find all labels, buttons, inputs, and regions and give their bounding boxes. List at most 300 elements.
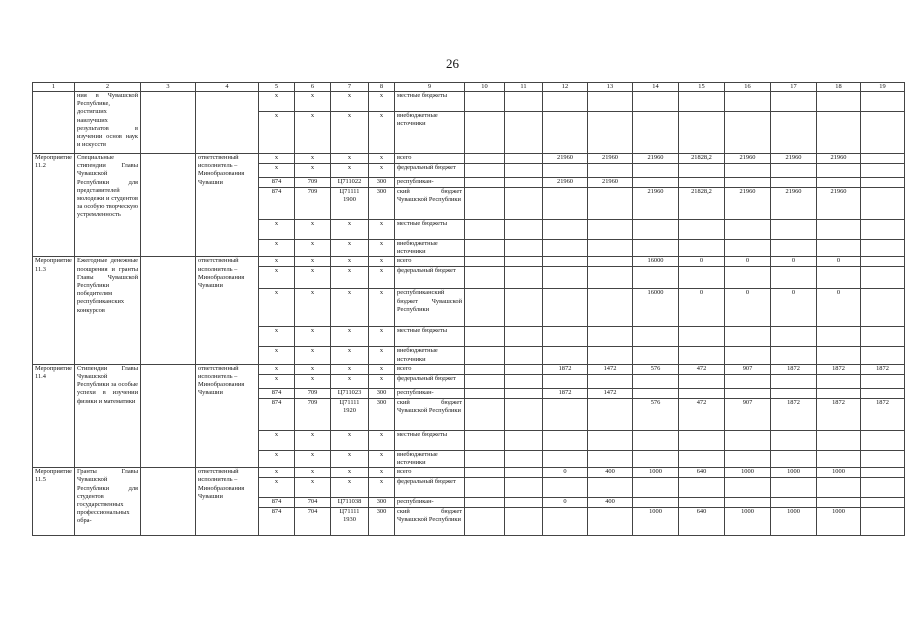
column-header: 9 — [395, 83, 465, 92]
event-number-cell: Мероприятие 11.5 — [33, 468, 75, 536]
code-cell: Ц711038 — [331, 498, 369, 508]
value-cell — [633, 220, 679, 240]
value-cell — [861, 257, 905, 267]
code-cell: x — [331, 92, 369, 112]
value-cell — [679, 374, 725, 388]
table-row — [33, 92, 905, 112]
event-number-cell: Мероприятие 11.4 — [33, 364, 75, 467]
value-cell — [725, 430, 771, 450]
value-cell — [725, 347, 771, 364]
value-cell — [588, 508, 633, 536]
code-cell: x — [369, 267, 395, 289]
code-cell: x — [259, 92, 295, 112]
code-cell: x — [259, 220, 295, 240]
code-cell: Ц71111 1920 — [331, 398, 369, 430]
event-name-cell: ния в Чувашской Республике, достигших наилучших результатов в изучении основ наук и искусств — [75, 92, 141, 154]
value-cell — [771, 240, 817, 257]
code-cell: x — [259, 374, 295, 388]
column-3-cell — [141, 468, 196, 536]
value-cell — [725, 498, 771, 508]
value-cell: 576 — [633, 398, 679, 430]
value-cell — [771, 267, 817, 289]
value-cell — [817, 327, 861, 347]
code-cell: x — [295, 112, 331, 154]
value-cell — [588, 347, 633, 364]
value-cell — [543, 267, 588, 289]
value-cell: 1000 — [633, 468, 679, 478]
code-cell: 874 — [259, 388, 295, 398]
code-cell: x — [331, 154, 369, 164]
code-cell: x — [259, 478, 295, 498]
value-cell — [588, 257, 633, 267]
value-cell: 0 — [725, 257, 771, 267]
value-cell — [465, 164, 505, 178]
column-header: 19 — [861, 83, 905, 92]
value-cell — [505, 220, 543, 240]
value-cell — [465, 289, 505, 327]
value-cell — [771, 450, 817, 467]
code-cell: 300 — [369, 388, 395, 398]
value-cell — [771, 478, 817, 498]
value-cell: 21960 — [633, 154, 679, 164]
value-cell — [633, 267, 679, 289]
value-cell — [505, 154, 543, 164]
value-cell — [861, 188, 905, 220]
code-cell: x — [295, 450, 331, 467]
code-cell: x — [295, 478, 331, 498]
value-cell: 0 — [725, 289, 771, 327]
value-cell — [543, 347, 588, 364]
value-cell — [633, 450, 679, 467]
funding-source-cell: федеральный бюджет — [395, 478, 465, 498]
header-row — [33, 83, 905, 92]
column-header: 1 — [33, 83, 75, 92]
value-cell — [505, 450, 543, 467]
value-cell — [725, 178, 771, 188]
code-cell: x — [369, 289, 395, 327]
value-cell — [861, 508, 905, 536]
value-cell: 21960 — [543, 178, 588, 188]
value-cell — [465, 240, 505, 257]
value-cell — [817, 112, 861, 154]
code-cell: x — [259, 450, 295, 467]
funding-source-cell: федеральный бюджет — [395, 164, 465, 178]
code-cell: x — [331, 468, 369, 478]
value-cell — [679, 92, 725, 112]
value-cell — [543, 508, 588, 536]
value-cell — [588, 374, 633, 388]
value-cell — [465, 92, 505, 112]
column-header: 5 — [259, 83, 295, 92]
value-cell: 576 — [633, 364, 679, 374]
value-cell: 1872 — [771, 364, 817, 374]
code-cell: x — [369, 154, 395, 164]
funding-source-cell: внебюджетные источники — [395, 112, 465, 154]
value-cell — [505, 267, 543, 289]
value-cell — [817, 478, 861, 498]
code-cell: x — [369, 430, 395, 450]
value-cell: 0 — [543, 468, 588, 478]
value-cell — [465, 430, 505, 450]
column-3-cell — [141, 92, 196, 154]
value-cell — [633, 430, 679, 450]
code-cell: x — [295, 240, 331, 257]
page-number: 26 — [446, 56, 459, 71]
code-cell: x — [369, 347, 395, 364]
column-header: 6 — [295, 83, 331, 92]
value-cell — [679, 478, 725, 498]
value-cell — [543, 478, 588, 498]
value-cell — [861, 267, 905, 289]
value-cell — [505, 498, 543, 508]
code-cell: x — [331, 450, 369, 467]
value-cell — [817, 178, 861, 188]
value-cell: 21828,2 — [679, 154, 725, 164]
funding-source-cell: федеральный бюджет — [395, 267, 465, 289]
value-cell: 21960 — [817, 188, 861, 220]
code-cell: x — [259, 347, 295, 364]
code-cell: x — [331, 374, 369, 388]
value-cell — [861, 289, 905, 327]
value-cell — [633, 164, 679, 178]
value-cell — [861, 220, 905, 240]
code-cell: x — [295, 257, 331, 267]
value-cell — [505, 398, 543, 430]
column-header: 3 — [141, 83, 196, 92]
value-cell: 1000 — [771, 508, 817, 536]
value-cell — [505, 327, 543, 347]
value-cell — [861, 498, 905, 508]
value-cell — [817, 347, 861, 364]
value-cell: 16000 — [633, 289, 679, 327]
column-3-cell — [141, 257, 196, 364]
value-cell — [771, 112, 817, 154]
value-cell — [861, 154, 905, 164]
value-cell: 1872 — [861, 364, 905, 374]
value-cell — [771, 388, 817, 398]
value-cell: 1872 — [543, 388, 588, 398]
code-cell: x — [259, 257, 295, 267]
value-cell: 1872 — [817, 398, 861, 430]
value-cell — [861, 478, 905, 498]
value-cell — [817, 430, 861, 450]
table-row — [33, 257, 905, 267]
value-cell — [465, 347, 505, 364]
value-cell: 0 — [679, 289, 725, 327]
code-cell: x — [259, 468, 295, 478]
value-cell — [505, 508, 543, 536]
code-cell: x — [369, 112, 395, 154]
code-cell: x — [331, 257, 369, 267]
value-cell: 21960 — [771, 188, 817, 220]
code-cell: Ц711023 — [331, 388, 369, 398]
code-cell: x — [331, 164, 369, 178]
value-cell — [588, 220, 633, 240]
value-cell — [861, 327, 905, 347]
code-cell: Ц711022 — [331, 178, 369, 188]
value-cell: 400 — [588, 498, 633, 508]
value-cell — [725, 327, 771, 347]
value-cell — [588, 430, 633, 450]
value-cell — [505, 164, 543, 178]
value-cell — [543, 112, 588, 154]
value-cell — [543, 92, 588, 112]
value-cell — [588, 478, 633, 498]
funding-source-cell: местные бюджеты — [395, 430, 465, 450]
value-cell — [543, 398, 588, 430]
value-cell — [633, 347, 679, 364]
value-cell: 1872 — [817, 364, 861, 374]
value-cell — [543, 188, 588, 220]
value-cell — [465, 267, 505, 289]
executor-cell: ответственный исполнитель – Минобразования Чувашии — [196, 468, 259, 536]
value-cell — [505, 178, 543, 188]
value-cell — [465, 257, 505, 267]
value-cell: 0 — [543, 498, 588, 508]
value-cell: 1872 — [543, 364, 588, 374]
value-cell: 21960 — [725, 154, 771, 164]
value-cell: 21960 — [543, 154, 588, 164]
event-name-cell: Ежегодные денежные поощрения и гранты Главы Чувашской Республики победителям республиканских конкурсов — [75, 257, 141, 364]
funding-source-cell: внебюджетные источники — [395, 347, 465, 364]
value-cell — [633, 178, 679, 188]
value-cell — [633, 327, 679, 347]
funding-source-cell: всего — [395, 364, 465, 374]
code-cell: x — [259, 327, 295, 347]
code-cell: x — [259, 267, 295, 289]
value-cell — [817, 92, 861, 112]
value-cell — [771, 92, 817, 112]
code-cell: x — [369, 257, 395, 267]
value-cell — [588, 240, 633, 257]
funding-source-cell: ский бюджет Чувашской Республики — [395, 398, 465, 430]
value-cell — [588, 327, 633, 347]
value-cell — [725, 164, 771, 178]
column-header: 18 — [817, 83, 861, 92]
code-cell: 709 — [295, 388, 331, 398]
value-cell — [679, 164, 725, 178]
value-cell — [505, 347, 543, 364]
value-cell — [679, 388, 725, 398]
value-cell — [465, 498, 505, 508]
code-cell: x — [259, 112, 295, 154]
value-cell — [505, 188, 543, 220]
value-cell — [725, 267, 771, 289]
code-cell: x — [295, 92, 331, 112]
code-cell: 874 — [259, 498, 295, 508]
code-cell: 874 — [259, 398, 295, 430]
value-cell — [588, 92, 633, 112]
value-cell: 21960 — [771, 154, 817, 164]
table-row — [33, 154, 905, 164]
code-cell: 709 — [295, 398, 331, 430]
column-header: 10 — [465, 83, 505, 92]
value-cell — [861, 92, 905, 112]
value-cell — [543, 220, 588, 240]
code-cell: x — [295, 327, 331, 347]
code-cell: x — [331, 267, 369, 289]
value-cell — [679, 430, 725, 450]
column-header: 7 — [331, 83, 369, 92]
code-cell: x — [259, 240, 295, 257]
value-cell — [543, 374, 588, 388]
value-cell — [588, 398, 633, 430]
code-cell: x — [259, 430, 295, 450]
value-cell — [543, 164, 588, 178]
value-cell: 907 — [725, 398, 771, 430]
value-cell: 640 — [679, 508, 725, 536]
value-cell — [679, 240, 725, 257]
code-cell: Ц71111 1900 — [331, 188, 369, 220]
value-cell — [543, 289, 588, 327]
column-header: 4 — [196, 83, 259, 92]
value-cell — [465, 468, 505, 478]
column-header: 2 — [75, 83, 141, 92]
code-cell: x — [331, 327, 369, 347]
code-cell: x — [331, 240, 369, 257]
value-cell — [505, 430, 543, 450]
value-cell — [543, 240, 588, 257]
code-cell: Ц71111 1930 — [331, 508, 369, 536]
code-cell: x — [295, 267, 331, 289]
value-cell — [465, 112, 505, 154]
value-cell — [725, 240, 771, 257]
event-name-cell: Стипендии Главы Чувашской Республики за особые успехи в изучении физики и математики — [75, 364, 141, 467]
column-3-cell — [141, 364, 196, 467]
code-cell: 300 — [369, 498, 395, 508]
value-cell — [679, 112, 725, 154]
value-cell — [771, 374, 817, 388]
value-cell: 16000 — [633, 257, 679, 267]
code-cell: x — [369, 364, 395, 374]
table-row — [33, 468, 905, 478]
code-cell: x — [331, 289, 369, 327]
value-cell — [465, 398, 505, 430]
code-cell: 709 — [295, 188, 331, 220]
code-cell: x — [369, 220, 395, 240]
value-cell — [861, 468, 905, 478]
value-cell — [465, 364, 505, 374]
code-cell: x — [369, 92, 395, 112]
value-cell: 0 — [817, 257, 861, 267]
value-cell — [725, 112, 771, 154]
code-cell: x — [331, 347, 369, 364]
value-cell — [465, 178, 505, 188]
value-cell — [465, 188, 505, 220]
code-cell: x — [259, 164, 295, 178]
event-number-cell: Мероприятие 11.2 — [33, 154, 75, 257]
funding-source-cell: республикан- — [395, 388, 465, 398]
code-cell: x — [295, 347, 331, 364]
value-cell — [633, 374, 679, 388]
value-cell — [861, 374, 905, 388]
value-cell: 1000 — [771, 468, 817, 478]
value-cell — [633, 92, 679, 112]
table-row — [33, 364, 905, 374]
value-cell: 1872 — [861, 398, 905, 430]
column-header: 12 — [543, 83, 588, 92]
value-cell — [861, 347, 905, 364]
code-cell: x — [259, 364, 295, 374]
value-cell: 400 — [588, 468, 633, 478]
funding-source-cell: республикан- — [395, 498, 465, 508]
column-header: 11 — [505, 83, 543, 92]
value-cell: 1000 — [817, 468, 861, 478]
value-cell — [465, 154, 505, 164]
value-cell: 1000 — [817, 508, 861, 536]
value-cell — [679, 450, 725, 467]
code-cell: x — [295, 364, 331, 374]
value-cell: 0 — [817, 289, 861, 327]
value-cell — [633, 478, 679, 498]
code-cell: x — [331, 112, 369, 154]
funding-source-cell: внебюджетные источники — [395, 450, 465, 467]
funding-source-cell: республиканский бюджет Чувашской Республики — [395, 289, 465, 327]
value-cell: 1472 — [588, 388, 633, 398]
value-cell — [543, 257, 588, 267]
code-cell: x — [259, 154, 295, 164]
value-cell — [543, 327, 588, 347]
code-cell: 704 — [295, 498, 331, 508]
funding-source-cell: всего — [395, 154, 465, 164]
code-cell: x — [295, 220, 331, 240]
code-cell: 300 — [369, 508, 395, 536]
value-cell — [633, 240, 679, 257]
funding-source-cell: местные бюджеты — [395, 327, 465, 347]
code-cell: x — [369, 468, 395, 478]
value-cell — [679, 498, 725, 508]
value-cell: 0 — [771, 289, 817, 327]
value-cell — [465, 327, 505, 347]
funding-source-cell: федеральный бюджет — [395, 374, 465, 388]
value-cell — [505, 289, 543, 327]
funding-source-cell: местные бюджеты — [395, 220, 465, 240]
value-cell: 1000 — [633, 508, 679, 536]
value-cell — [588, 188, 633, 220]
value-cell: 0 — [679, 257, 725, 267]
value-cell — [725, 388, 771, 398]
value-cell — [771, 498, 817, 508]
code-cell: x — [295, 289, 331, 327]
code-cell: 300 — [369, 178, 395, 188]
value-cell: 907 — [725, 364, 771, 374]
value-cell — [861, 112, 905, 154]
code-cell: x — [295, 374, 331, 388]
code-cell: x — [295, 430, 331, 450]
value-cell — [861, 430, 905, 450]
code-cell: 704 — [295, 508, 331, 536]
funding-source-cell: внебюджетные источники — [395, 240, 465, 257]
value-cell — [725, 478, 771, 498]
code-cell: x — [259, 289, 295, 327]
value-cell — [861, 450, 905, 467]
code-cell: x — [331, 364, 369, 374]
value-cell — [679, 267, 725, 289]
value-cell: 21828,2 — [679, 188, 725, 220]
event-number-cell — [33, 92, 75, 154]
code-cell: x — [331, 430, 369, 450]
value-cell — [725, 92, 771, 112]
code-cell: x — [369, 164, 395, 178]
code-cell: 874 — [259, 178, 295, 188]
code-cell: 300 — [369, 188, 395, 220]
column-header: 15 — [679, 83, 725, 92]
value-cell: 640 — [679, 468, 725, 478]
code-cell: x — [369, 374, 395, 388]
value-cell — [505, 364, 543, 374]
value-cell — [817, 388, 861, 398]
value-cell: 1472 — [588, 364, 633, 374]
